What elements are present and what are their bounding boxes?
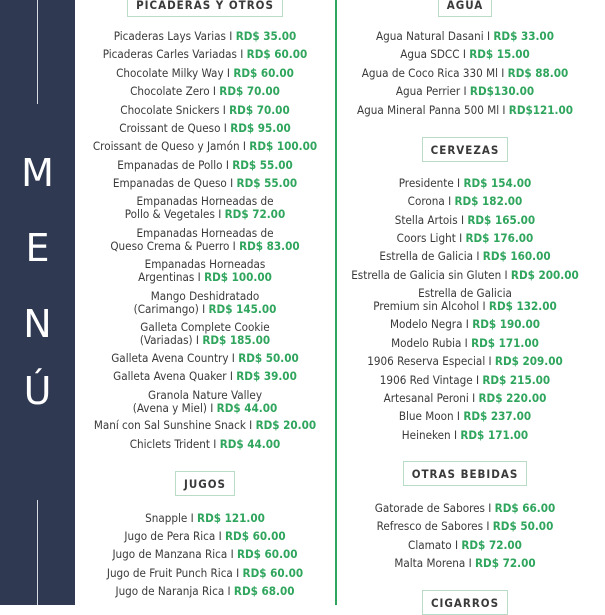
menu-letter-e: E xyxy=(25,226,50,270)
menu-item: Jugo de Fruit Punch Rica I RD$ 60.00 xyxy=(106,566,304,580)
menu-item: Gatorade de Sabores I RD$ 66.00 xyxy=(374,501,556,515)
menu-item: Agua Natural Dasani I RD$ 33.00 xyxy=(376,29,554,43)
menu-item: Mango Deshidratado (Carimango) I RD$ 145.00 xyxy=(133,289,277,316)
section-header-agua: AGUA xyxy=(340,0,590,17)
menu-item: Modelo Negra I RD$ 190.00 xyxy=(389,317,541,331)
menu-item: Empanadas Horneadas de Pollo & Vegetales I RD$ 72.00 xyxy=(124,194,286,221)
menu-letter-m: M xyxy=(21,151,54,195)
menu-item: Jugo de Manzana Rica I RD$ 60.00 xyxy=(112,547,298,561)
menu-item: Coors Light I RD$ 176.00 xyxy=(396,231,534,245)
menu-item: Chocolate Zero I RD$ 70.00 xyxy=(130,84,280,98)
menu-item: Jugo de Pera Rica I RD$ 60.00 xyxy=(124,529,286,543)
menu-item: Snapple I RD$ 121.00 xyxy=(145,511,265,525)
menu-item: Granola Nature Valley (Avena y Miel) I RD$ 44.00 xyxy=(132,388,278,415)
section-header-cervezas: CERVEZAS xyxy=(340,137,590,162)
menu-item: Croissant de Queso y Jamón I RD$ 100.00 xyxy=(92,139,318,153)
menu-item: Empanadas de Queso I RD$ 55.00 xyxy=(112,176,298,190)
menu-item: Corona I RD$ 182.00 xyxy=(407,194,523,208)
menu-item: Artesanal Peroni I RD$ 220.00 xyxy=(383,391,547,405)
menu-item: Empanadas Horneadas Argentinas I RD$ 100.00 xyxy=(138,257,272,284)
menu-item: Picaderas Carles Variadas I RD$ 60.00 xyxy=(102,47,308,61)
menu-item: Refresco de Sabores I RD$ 50.00 xyxy=(376,519,554,533)
sidebar-line-top xyxy=(37,0,38,104)
section-header-cigarros: CIGARROS xyxy=(340,590,590,615)
menu-item: 1906 Reserva Especial I RD$ 209.00 xyxy=(367,354,563,368)
menu-item: 1906 Red Vintage I RD$ 215.00 xyxy=(379,373,551,387)
menu-item: Agua Perrier I RD$130.00 xyxy=(395,84,535,98)
menu-item: Malta Morena I RD$ 72.00 xyxy=(394,556,536,570)
menu-item: Chocolate Snickers I RD$ 70.00 xyxy=(120,103,290,117)
menu-item: Agua de Coco Rica 330 Ml I RD$ 88.00 xyxy=(361,66,569,80)
sidebar-line-bottom xyxy=(37,500,38,605)
column-divider xyxy=(335,0,337,605)
menu-letter-u: Ú xyxy=(23,369,52,413)
menu-item: Stella Artois I RD$ 165.00 xyxy=(394,213,536,227)
menu-item: Agua Mineral Panna 500 Ml I RD$121.00 xyxy=(357,103,573,117)
menu-item: Chiclets Trident I RD$ 44.00 xyxy=(129,437,281,451)
menu-item: Estrella de Galicia Premium sin Alcohol I RD$ 132.00 xyxy=(373,286,557,313)
section-header-otras-bebidas: OTRAS BEBIDAS xyxy=(340,461,590,486)
menu-item: Estrella de Galicia sin Gluten I RD$ 200.00 xyxy=(351,268,579,282)
menu-item: Jugo de Naranja Rica I RD$ 68.00 xyxy=(115,584,295,598)
menu-item: Chocolate Milky Way I RD$ 60.00 xyxy=(116,66,294,80)
menu-item: Estrella de Galicia I RD$ 160.00 xyxy=(379,249,551,263)
menu-item: Clamato I RD$ 72.00 xyxy=(408,538,522,552)
menu-item: Blue Moon I RD$ 237.00 xyxy=(398,409,532,423)
section-header-picaderas: PICADERAS Y OTROS xyxy=(80,0,330,17)
menu-item: Picaderas Lays Varias I RD$ 35.00 xyxy=(113,29,297,43)
menu-item: Empanadas Horneadas de Queso Crema & Puerro I RD$ 83.00 xyxy=(110,226,300,253)
menu-item: Galleta Complete Cookie (Variadas) I RD$ 185.00 xyxy=(139,320,271,347)
menu-item: Modelo Rubia I RD$ 171.00 xyxy=(391,336,539,350)
section-header-jugos: JUGOS xyxy=(80,471,330,496)
menu-item: Galleta Avena Country I RD$ 50.00 xyxy=(111,351,299,365)
menu-item: Heineken I RD$ 171.00 xyxy=(401,428,529,442)
menu-item: Agua SDCC I RD$ 15.00 xyxy=(400,47,530,61)
menu-item: Galleta Avena Quaker I RD$ 39.00 xyxy=(113,369,297,383)
menu-item: Maní con Sal Sunshine Snack I RD$ 20.00 xyxy=(93,418,317,432)
menu-sidebar xyxy=(0,0,75,605)
menu-item: Empanadas de Pollo I RD$ 55.00 xyxy=(117,158,293,172)
menu-item: Croissant de Queso I RD$ 95.00 xyxy=(119,121,291,135)
menu-letter-n: N xyxy=(23,302,52,346)
menu-item: Presidente I RD$ 154.00 xyxy=(398,176,532,190)
